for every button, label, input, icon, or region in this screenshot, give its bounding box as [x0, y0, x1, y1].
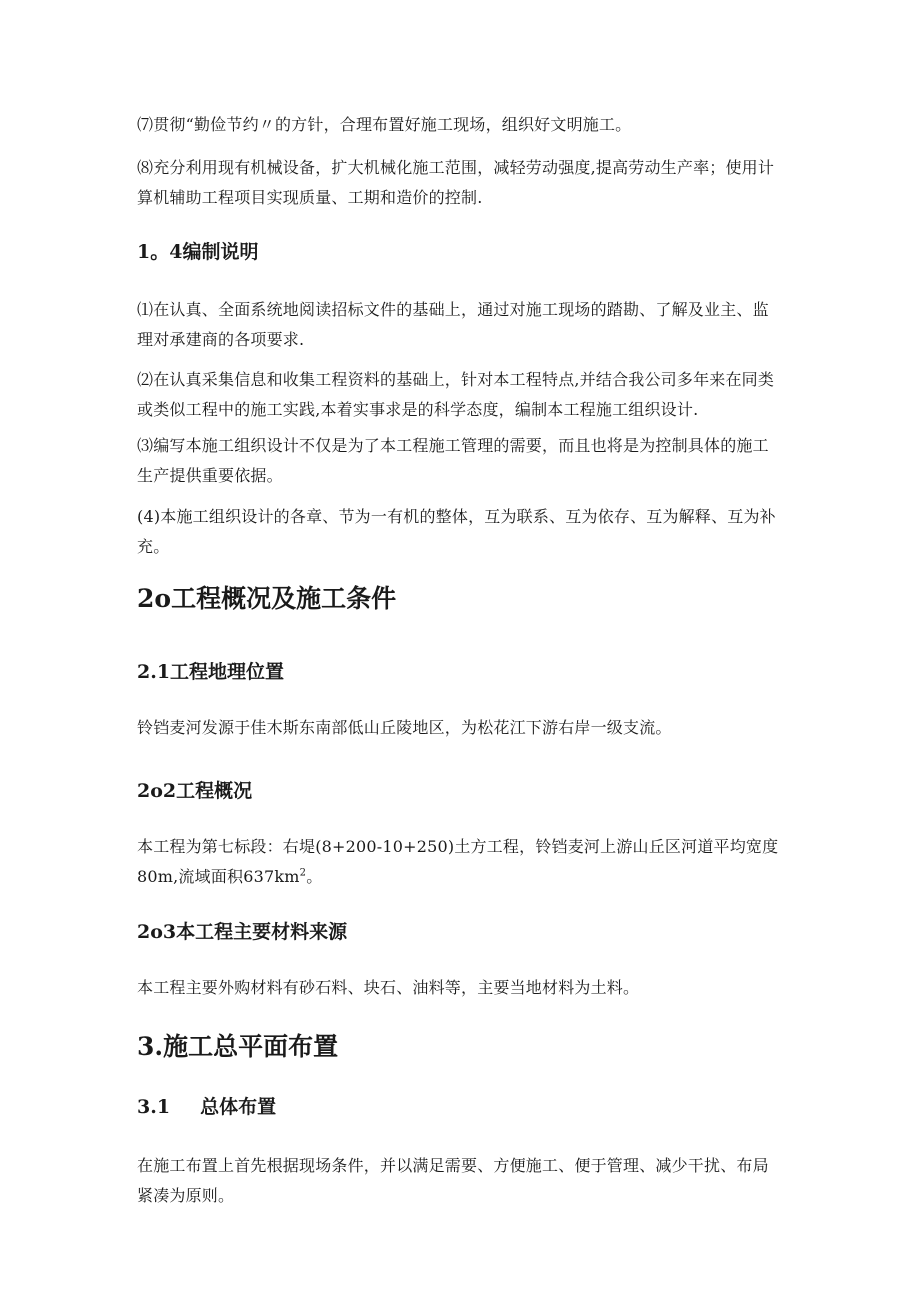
heading-3: 3.施工总平面布置: [137, 1032, 339, 1061]
paragraph-2-3: 本工程主要外购材料有砂石料、块石、油料等，主要当地材料为土料。: [137, 978, 640, 997]
superscript-2: 2: [299, 867, 307, 879]
heading-2: 2o工程概况及施工条件: [137, 584, 397, 613]
paragraph-8: ⑻充分利用现有机械设备，扩大机械化施工范围，减轻劳动强度,提高劳动生产率；使用计算机辅助工程项目实现质量、工期和造价的控制.: [137, 158, 775, 207]
paragraph-3-1: 在施工布置上首先根据现场条件，并以满足需要、方便施工、便于管理、减少干扰、布局紧凑为原则。: [137, 1156, 769, 1205]
paragraph-2-2: [137, 832, 782, 892]
paragraph-2-1: 铃铛麦河发源于佳木斯东南部低山丘陵地区，为松花江下游右岸一级支流。: [137, 718, 672, 737]
paragraph-1-4-item-3: ⑶编写本施工组织设计不仅是为了本工程施工管理的需要，而且也将是为控制具体的施工生产提供重要依据。: [137, 436, 769, 485]
paragraph-1-4-item-1: ⑴在认真、全面系统地阅读招标文件的基础上，通过对施工现场的踏勘、了解及业主、监理对承建商的各项要求.: [137, 300, 769, 349]
heading-2-1: 2.1工程地理位置: [137, 661, 285, 683]
heading-3-1-title: 总体布置: [200, 1096, 277, 1118]
paragraph-1-4-item-4: (4)本施工组织设计的各章、节为一有机的整体，互为联系、互为依存、互为解释、互为补充。: [137, 507, 776, 556]
heading-2-2: 2o2工程概况: [137, 780, 253, 802]
heading-3-1-number: 3.1: [137, 1096, 171, 1118]
heading-1-4: 1。4编制说明: [137, 241, 259, 263]
heading-2-3: 2o3本工程主要材料来源: [137, 921, 348, 943]
paragraph-7: ⑺贯彻“勤俭节约〃的方针，合理布置好施工现场，组织好文明施工。: [137, 115, 632, 134]
heading-3-1: [137, 1093, 782, 1121]
paragraph-2-2-text: 本工程为第七标段：右堤(8+200-10+250)土方工程，铃铛麦河上游山丘区河道平均宽度80m,流域面积637km: [137, 837, 779, 886]
paragraph-2-2-end: 。: [306, 867, 323, 886]
paragraph-1-4-item-2: ⑵在认真采集信息和收集工程资料的基础上，针对本工程特点,并结合我公司多年来在同类或类似工程中的施工实践,本着实事求是的科学态度，编制本工程施工组织设计.: [137, 370, 775, 419]
